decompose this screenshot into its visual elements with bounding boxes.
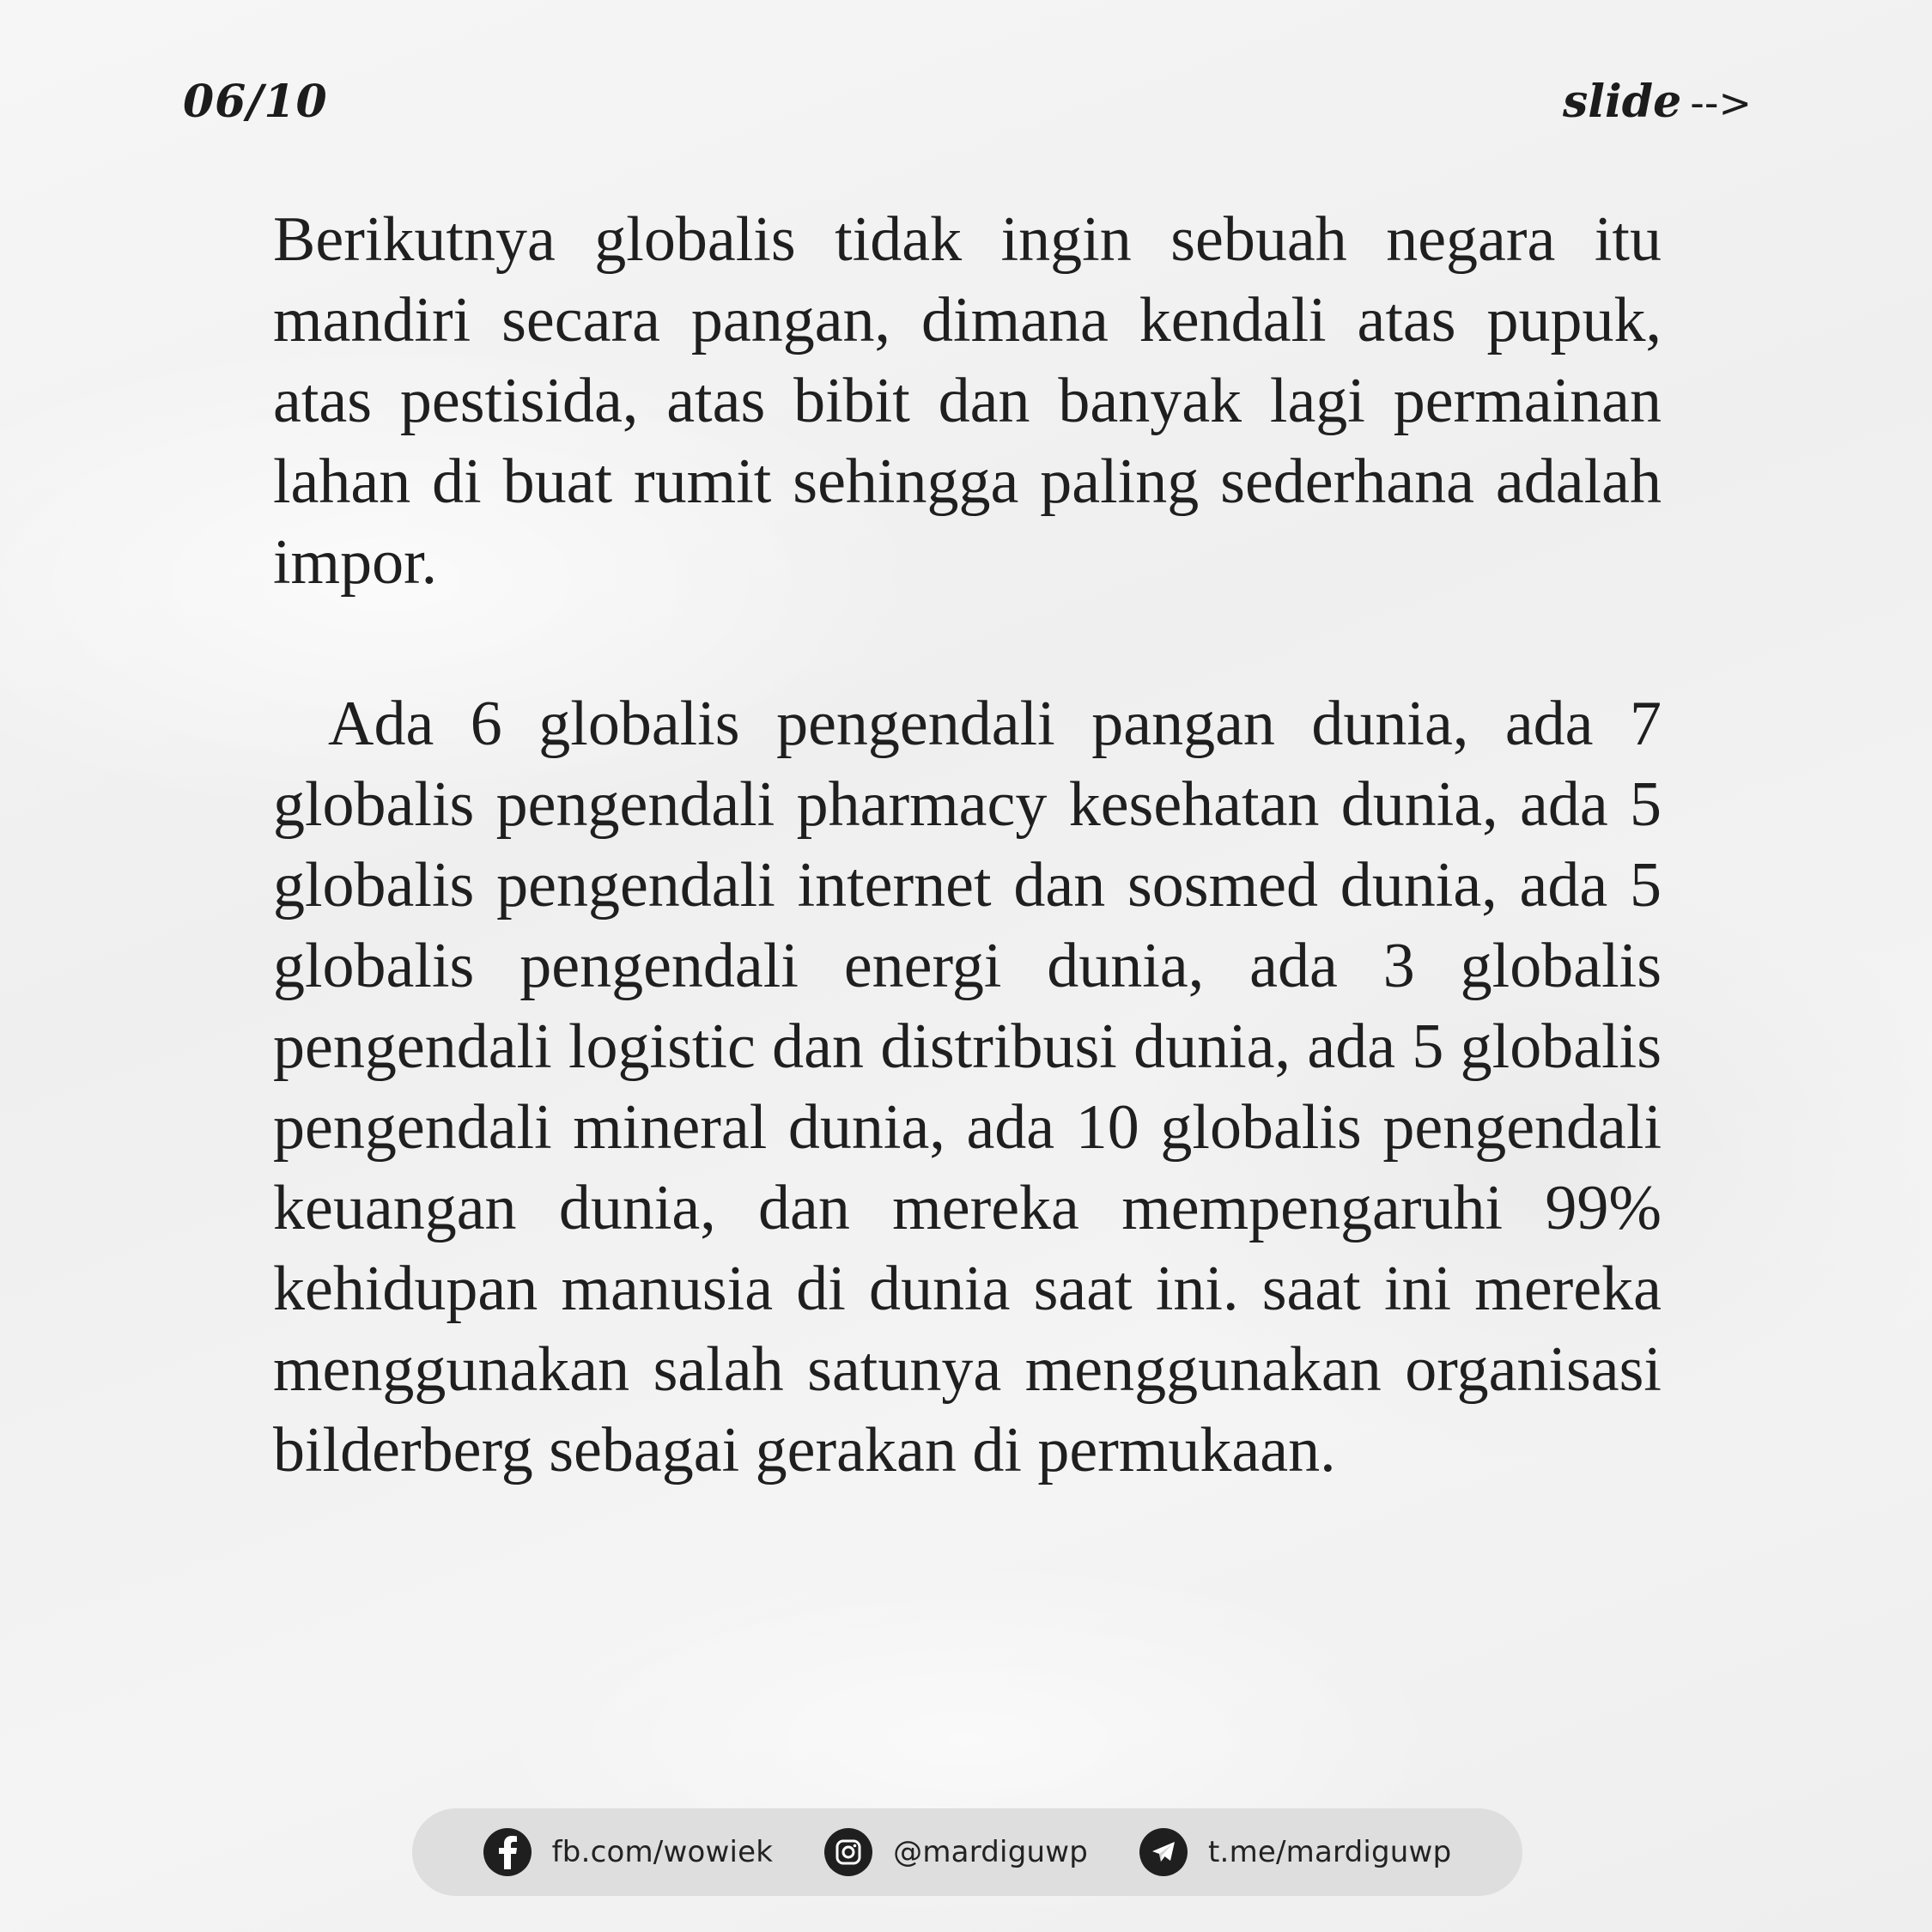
- page-number: 06/10: [183, 76, 328, 128]
- body-text: [273, 199, 1662, 1491]
- arrow-right-icon: -->: [1690, 80, 1752, 126]
- instagram-icon: [824, 1828, 872, 1876]
- instagram-handle: @mardiguwp: [893, 1835, 1089, 1869]
- facebook-link[interactable]: [483, 1828, 774, 1876]
- telegram-link[interactable]: [1139, 1828, 1451, 1876]
- slide-hint-label: slide: [1563, 76, 1682, 128]
- slide-hint: [1563, 76, 1752, 128]
- instagram-link[interactable]: [824, 1828, 1088, 1876]
- telegram-icon: [1139, 1828, 1188, 1876]
- paragraph-1: Berikutnya globalis tidak ingin sebuah negara itu mandiri secara pangan, dimana kendali atas pupuk, atas pestisida, atas bibit dan banyak lagi permainan lahan di buat rumit sehingga paling sederhana adalah impor.: [273, 204, 1662, 598]
- telegram-handle: t.me/mardiguwp: [1208, 1835, 1452, 1869]
- facebook-handle: fb.com/wowiek: [551, 1835, 774, 1869]
- social-links-bar: [412, 1808, 1522, 1896]
- facebook-icon: [483, 1828, 532, 1876]
- paragraph-2: Ada 6 globalis pengendali pangan dunia, ada 7 globalis pengendali pharmacy kesehatan dunia, ada 5 globalis pengendali internet dan sosmed dunia, ada 5 globalis pengendali energi dunia, ada 3 globalis pengendali logistic dan distribusi dunia, ada 5 globalis pengendali mineral dunia, ada 10 globalis pengendali keuangan dunia, dan mereka mempengaruhi 99% kehidupan manusia di dunia saat ini. saat ini mereka menggunakan salah satunya menggunakan organisasi bilderberg sebagai gerakan di permukaan.: [273, 689, 1662, 1485]
